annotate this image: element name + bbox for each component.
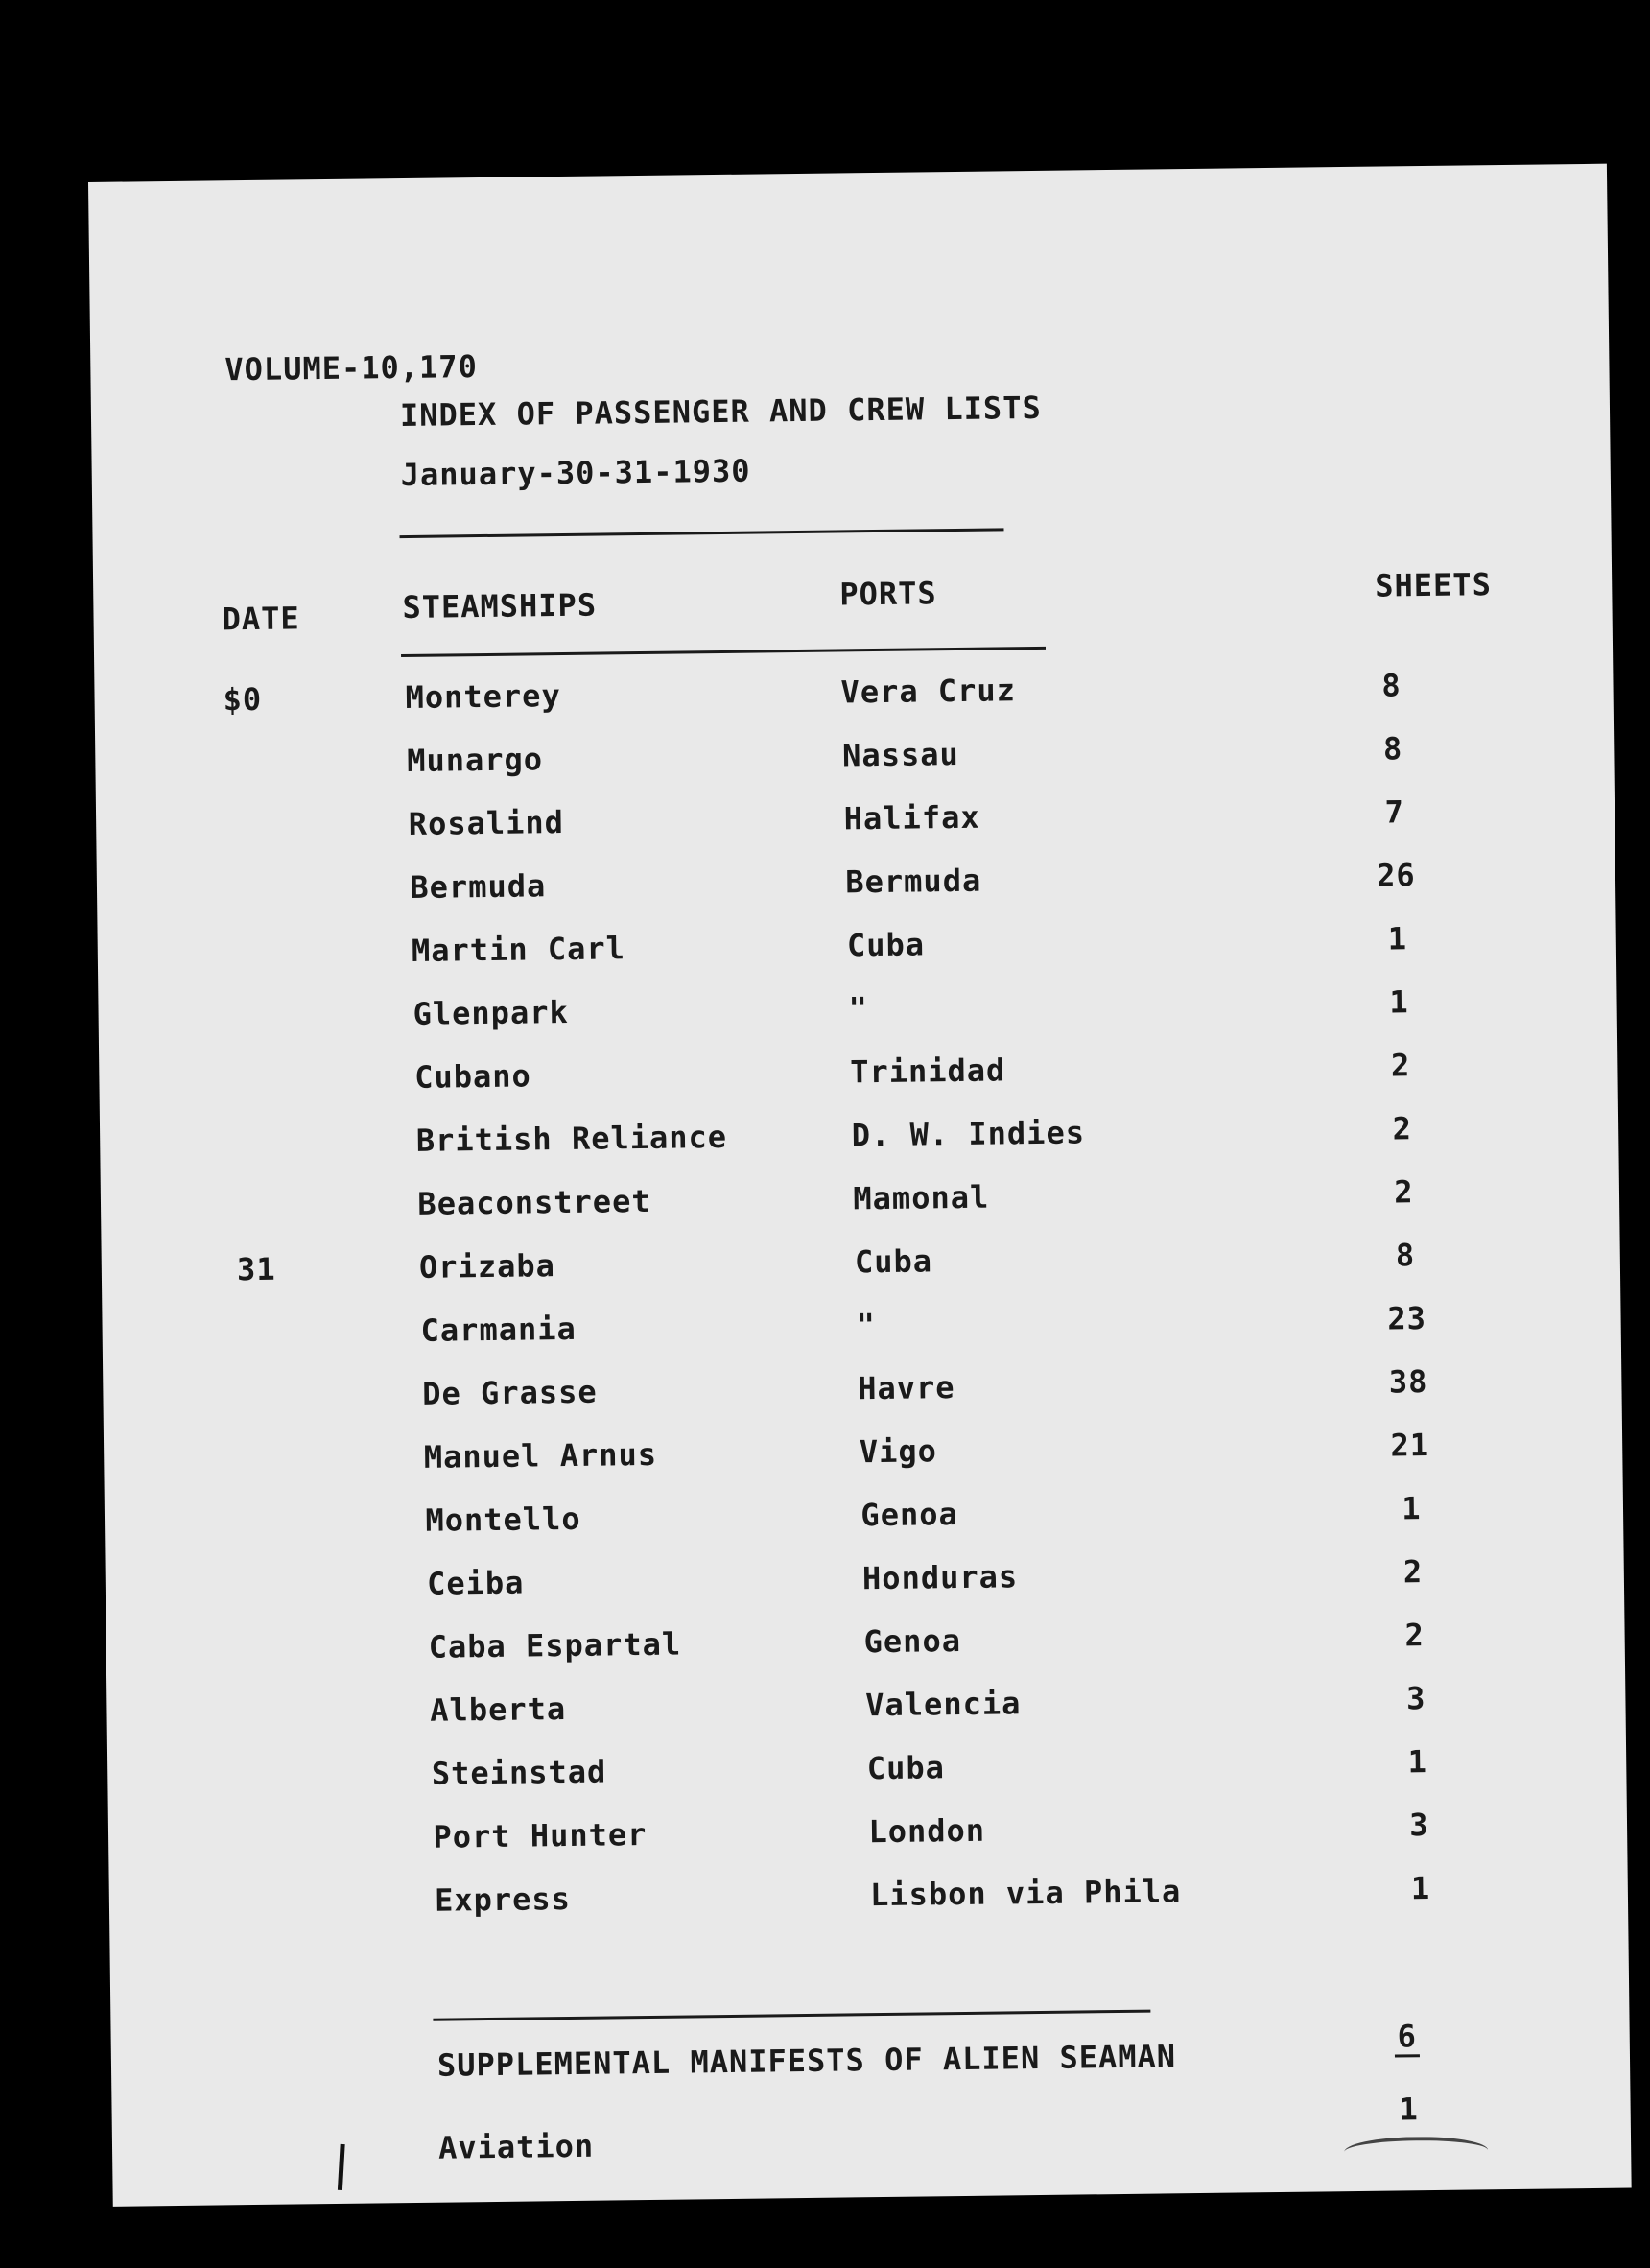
row-sheets: 1: [1410, 1870, 1431, 1907]
row-port: Honduras: [861, 1558, 1019, 1597]
row-steamship: Alberta: [430, 1690, 567, 1729]
row-sheets: 8: [1381, 667, 1402, 704]
row-sheets: 3: [1405, 1680, 1426, 1717]
row-sheets: 1: [1402, 1490, 1422, 1527]
row-port: Trinidad: [849, 1051, 1006, 1091]
row-sheets: 23: [1387, 1300, 1427, 1337]
row-steamship: Rosalind: [408, 803, 565, 842]
row-steamship: Beaconstreet: [417, 1182, 651, 1222]
row-sheets: 21: [1390, 1427, 1430, 1464]
row-port: Halifax: [843, 798, 980, 838]
header-rule-top: [400, 528, 1004, 538]
row-port: Cuba: [866, 1749, 946, 1787]
row-steamship: Ceiba: [426, 1564, 525, 1602]
row-port: Lisbon via Phila: [869, 1873, 1182, 1914]
row-port: Havre: [857, 1369, 955, 1407]
row-port: D. W. Indies: [851, 1114, 1086, 1154]
column-header-steamships: STEAMSHIPS: [402, 586, 598, 626]
row-sheets: 8: [1382, 730, 1403, 768]
row-port: Cuba: [846, 926, 926, 964]
row-steamship: Manuel Arnus: [423, 1435, 658, 1476]
row-port: Bermuda: [845, 862, 982, 901]
row-port: ": [848, 990, 869, 1028]
aviation-label: Aviation: [437, 2127, 595, 2166]
row-sheets: 2: [1402, 1553, 1424, 1591]
row-steamship: Steinstad: [431, 1753, 607, 1792]
supplemental-manifests-label: SUPPLEMENTAL MANIFESTS OF ALIEN SEAMAN: [436, 2038, 1177, 2084]
aviation-sheets: 1: [1399, 2091, 1419, 2128]
row-steamship: Express: [434, 1879, 572, 1919]
row-sheets: 26: [1376, 857, 1416, 894]
row-sheets: 2: [1392, 1110, 1413, 1147]
row-steamship: Munargo: [406, 741, 544, 779]
row-steamship: Martin Carl: [411, 930, 626, 969]
row-sheets: 38: [1388, 1363, 1428, 1401]
row-sheets: 7: [1384, 793, 1405, 831]
row-sheets: 1: [1407, 1743, 1428, 1781]
row-steamship: Montello: [425, 1500, 581, 1539]
document-title: INDEX OF PASSENGER AND CREW LISTS: [399, 389, 1042, 435]
volume-number: VOLUME-10,170: [224, 348, 479, 389]
paper-smudge: [1344, 2136, 1488, 2166]
row-sheets: 2: [1390, 1047, 1411, 1084]
row-port: Vera Cruz: [840, 672, 1017, 711]
row-port: Genoa: [860, 1496, 958, 1534]
document-dates: January-30-31-1930: [400, 452, 751, 494]
supplemental-manifests-sheets: 6: [1394, 2018, 1419, 2057]
row-sheets: 3: [1409, 1807, 1429, 1844]
row-port: Cuba: [854, 1242, 933, 1281]
column-header-date: DATE: [222, 600, 300, 638]
footer-rule: [433, 2010, 1150, 2021]
row-steamship: Caba Espartal: [428, 1625, 682, 1666]
row-steamship: Bermuda: [410, 867, 547, 906]
ink-mark: [338, 2144, 345, 2190]
document-page: [88, 164, 1632, 2207]
row-sheets: 1: [1389, 983, 1409, 1021]
row-port: Valencia: [865, 1685, 1022, 1724]
row-sheets: 8: [1395, 1237, 1416, 1274]
row-sheets: 2: [1404, 1617, 1425, 1654]
row-date: 31: [236, 1250, 276, 1288]
row-port: Nassau: [841, 735, 959, 774]
row-steamship: Carmania: [420, 1310, 577, 1349]
column-header-ports: PORTS: [839, 575, 937, 613]
row-steamship: Monterey: [405, 677, 561, 716]
row-port: Genoa: [863, 1621, 962, 1661]
row-port: ": [856, 1307, 877, 1344]
row-sheets: 2: [1393, 1173, 1414, 1211]
column-header-sheets: SHEETS: [1375, 566, 1493, 604]
row-port: London: [868, 1811, 986, 1851]
row-steamship: Port Hunter: [433, 1816, 648, 1855]
row-steamship: Cubano: [413, 1057, 532, 1096]
row-steamship: De Grasse: [422, 1373, 598, 1412]
header-rule-bottom: [401, 647, 1046, 657]
row-steamship: Orizaba: [418, 1247, 556, 1286]
row-steamship: British Reliance: [415, 1118, 728, 1159]
row-sheets: 1: [1387, 920, 1408, 957]
row-port: Vigo: [859, 1432, 938, 1471]
row-port: Mamonal: [853, 1178, 990, 1217]
row-steamship: Glenpark: [412, 993, 569, 1032]
row-date: $0: [223, 680, 263, 719]
